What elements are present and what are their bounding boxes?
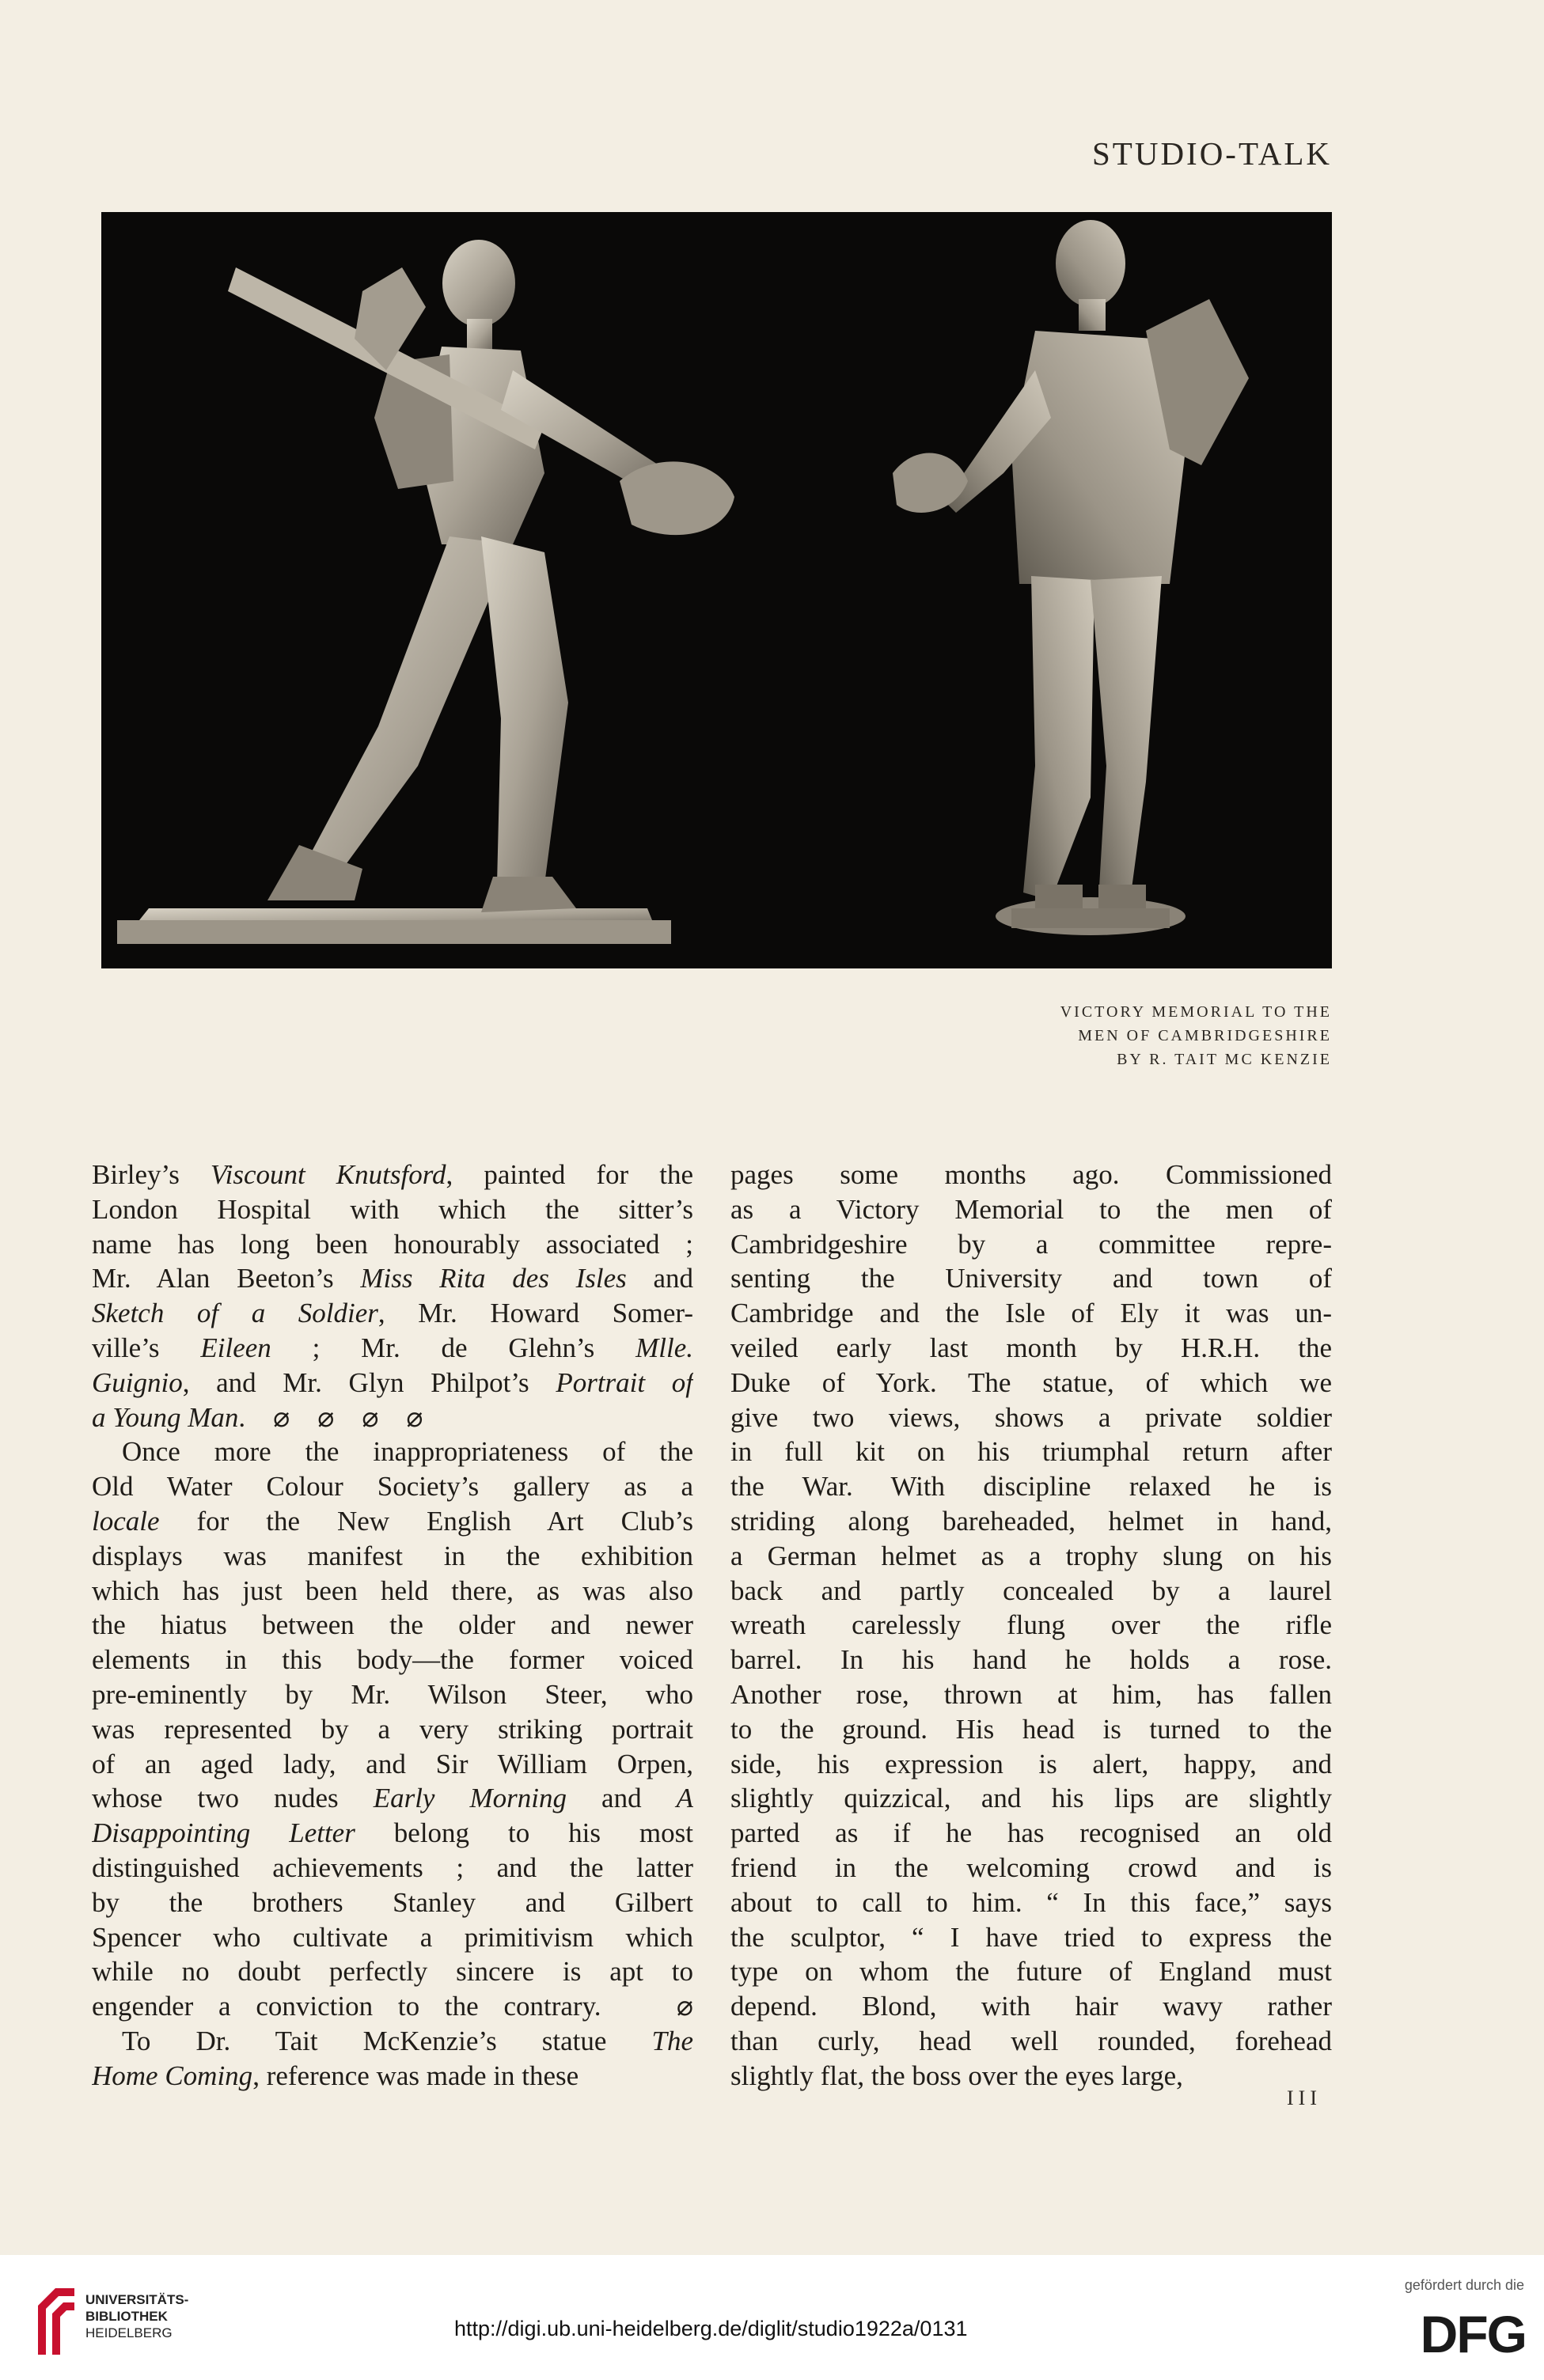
body-text-line: Cambridgeshire by a committee repre- <box>730 1228 1332 1260</box>
body-text-line: than curly, head well rounded, forehead <box>730 2025 1332 2056</box>
text-column-right <box>730 1158 1332 2094</box>
running-head: STUDIO-TALK <box>1091 135 1332 172</box>
body-text-line: elements in this body—the former voiced <box>92 1644 693 1676</box>
body-text-line: side, his expression is alert, happy, and <box>730 1748 1332 1779</box>
body-text-line: wreath carelessly flung over the rifle <box>730 1609 1332 1641</box>
body-text-line: senting the University and town of <box>730 1263 1332 1294</box>
body-text-line: a German helmet as a trophy slung on his <box>730 1540 1332 1571</box>
body-text-line: distinguished achievements ; and the latter <box>92 1851 693 1883</box>
statue-illustration <box>101 212 1332 968</box>
caption-line: MEN OF CAMBRIDGESHIRE <box>1078 1027 1332 1044</box>
body-text-line: of an aged lady, and Sir William Orpen, <box>92 1748 693 1779</box>
body-text-line: the War. With discipline relaxed he is <box>730 1471 1332 1503</box>
digitisation-footer <box>0 2255 1544 2380</box>
body-text-line: slightly quizzical, and his lips are slightly <box>730 1783 1332 1814</box>
body-text-line: whose two nudes Early Morning and A <box>92 1783 693 1814</box>
body-text-line: in full kit on his triumphal return after <box>730 1436 1332 1468</box>
body-text-line: by the brothers Stanley and Gilbert <box>92 1886 693 1918</box>
body-text-line: Another rose, thrown at him, has fallen <box>730 1678 1332 1710</box>
body-text-line: London Hospital with which the sitter’s <box>92 1193 693 1225</box>
body-text-line: barrel. In his hand he holds a rose. <box>730 1644 1332 1676</box>
body-text-line: Sketch of a Soldier, Mr. Howard Somer- <box>92 1298 693 1329</box>
body-text-line: Once more the inappropriateness of the <box>122 1436 693 1468</box>
body-text-line: as a Victory Memorial to the men of <box>730 1193 1332 1225</box>
body-text-line: which has just been held there, as was also <box>92 1575 693 1606</box>
body-text-line: depend. Blond, with hair wavy rather <box>730 1991 1332 2022</box>
body-text-line: Disappointing Letter belong to his most <box>92 1817 693 1849</box>
library-name-line: UNIVERSITÄTS- <box>85 2292 189 2307</box>
body-text-line: about to call to him. “ In this face,” says <box>730 1886 1332 1918</box>
body-text-line: back and partly concealed by a laurel <box>730 1575 1332 1606</box>
body-text-line: type on whom the future of England must <box>730 1956 1332 1988</box>
body-text-line: displays was manifest in the exhibition <box>92 1540 693 1571</box>
body-text-line: Cambridge and the Isle of Ely it was un- <box>730 1298 1332 1329</box>
body-text-line: parted as if he has recognised an old <box>730 1817 1332 1849</box>
body-text-line: pages some months ago. Commissioned <box>730 1159 1332 1190</box>
caption-line: BY R. TAIT MC KENZIE <box>1117 1051 1332 1068</box>
body-text-line: was represented by a very striking portrait <box>92 1713 693 1745</box>
body-text-line: to the ground. His head is turned to the <box>730 1713 1332 1745</box>
body-text-line: Home Coming, reference was made in these <box>92 2060 579 2091</box>
sponsor-note: gefördert durch die <box>1404 2277 1524 2293</box>
body-text-line: the sculptor, “ I have tried to express the <box>730 1921 1332 1953</box>
plate-caption <box>950 1000 1332 1071</box>
library-name <box>85 2291 188 2341</box>
body-text-line: Duke of York. The statue, of which we <box>730 1366 1332 1398</box>
page-number: III <box>1287 2086 1322 2109</box>
statue-photograph <box>101 212 1332 968</box>
library-logo-icon <box>32 2282 81 2361</box>
body-text-line: give two views, shows a private soldier <box>730 1401 1332 1433</box>
body-text-line: name has long been honourably associated ; <box>92 1228 693 1260</box>
body-text-line: pre-eminently by Mr. Wilson Steer, who <box>92 1678 693 1710</box>
body-text-line: engender a conviction to the contrary. ⌀ <box>92 1991 693 2022</box>
source-url-link[interactable]: http://digi.ub.uni-heidelberg.de/diglit/studio1922a/0131 <box>454 2317 968 2340</box>
body-text-line: Spencer who cultivate a primitivism which <box>92 1921 693 1953</box>
body-text-line: Old Water Colour Society’s gallery as a <box>92 1471 693 1503</box>
caption-line: VICTORY MEMORIAL TO THE <box>1060 1003 1332 1021</box>
library-name-line: BIBLIOTHEK <box>85 2309 168 2324</box>
body-text-line: a Young Man. ⌀ ⌀ ⌀ ⌀ <box>92 1401 423 1433</box>
body-text-line: To Dr. Tait McKenzie’s statue The <box>122 2025 693 2056</box>
dfg-logo: DFG <box>1420 2305 1526 2363</box>
body-text-line: while no doubt perfectly sincere is apt to <box>92 1956 693 1988</box>
library-name-line: HEIDELBERG <box>85 2325 173 2340</box>
body-text-line: striding along bareheaded, helmet in hand, <box>730 1505 1332 1537</box>
body-text-line: the hiatus between the older and newer <box>92 1609 693 1641</box>
text-column-left <box>92 1158 693 2094</box>
body-text-line: Mr. Alan Beeton’s Miss Rita des Isles and <box>92 1263 693 1294</box>
body-text-line: locale for the New English Art Club’s <box>92 1505 693 1537</box>
body-text-line: ville’s Eileen ; Mr. de Glehn’s Mlle. <box>92 1332 693 1363</box>
body-text-line: friend in the welcoming crowd and is <box>730 1851 1332 1883</box>
body-text-line: veiled early last month by H.R.H. the <box>730 1332 1332 1363</box>
body-text-line: Birley’s Viscount Knutsford, painted for the <box>92 1159 693 1190</box>
body-text-line: slightly flat, the boss over the eyes large, <box>730 2060 1183 2091</box>
body-text-line: Guignio, and Mr. Glyn Philpot’s Portrait of <box>92 1366 693 1398</box>
